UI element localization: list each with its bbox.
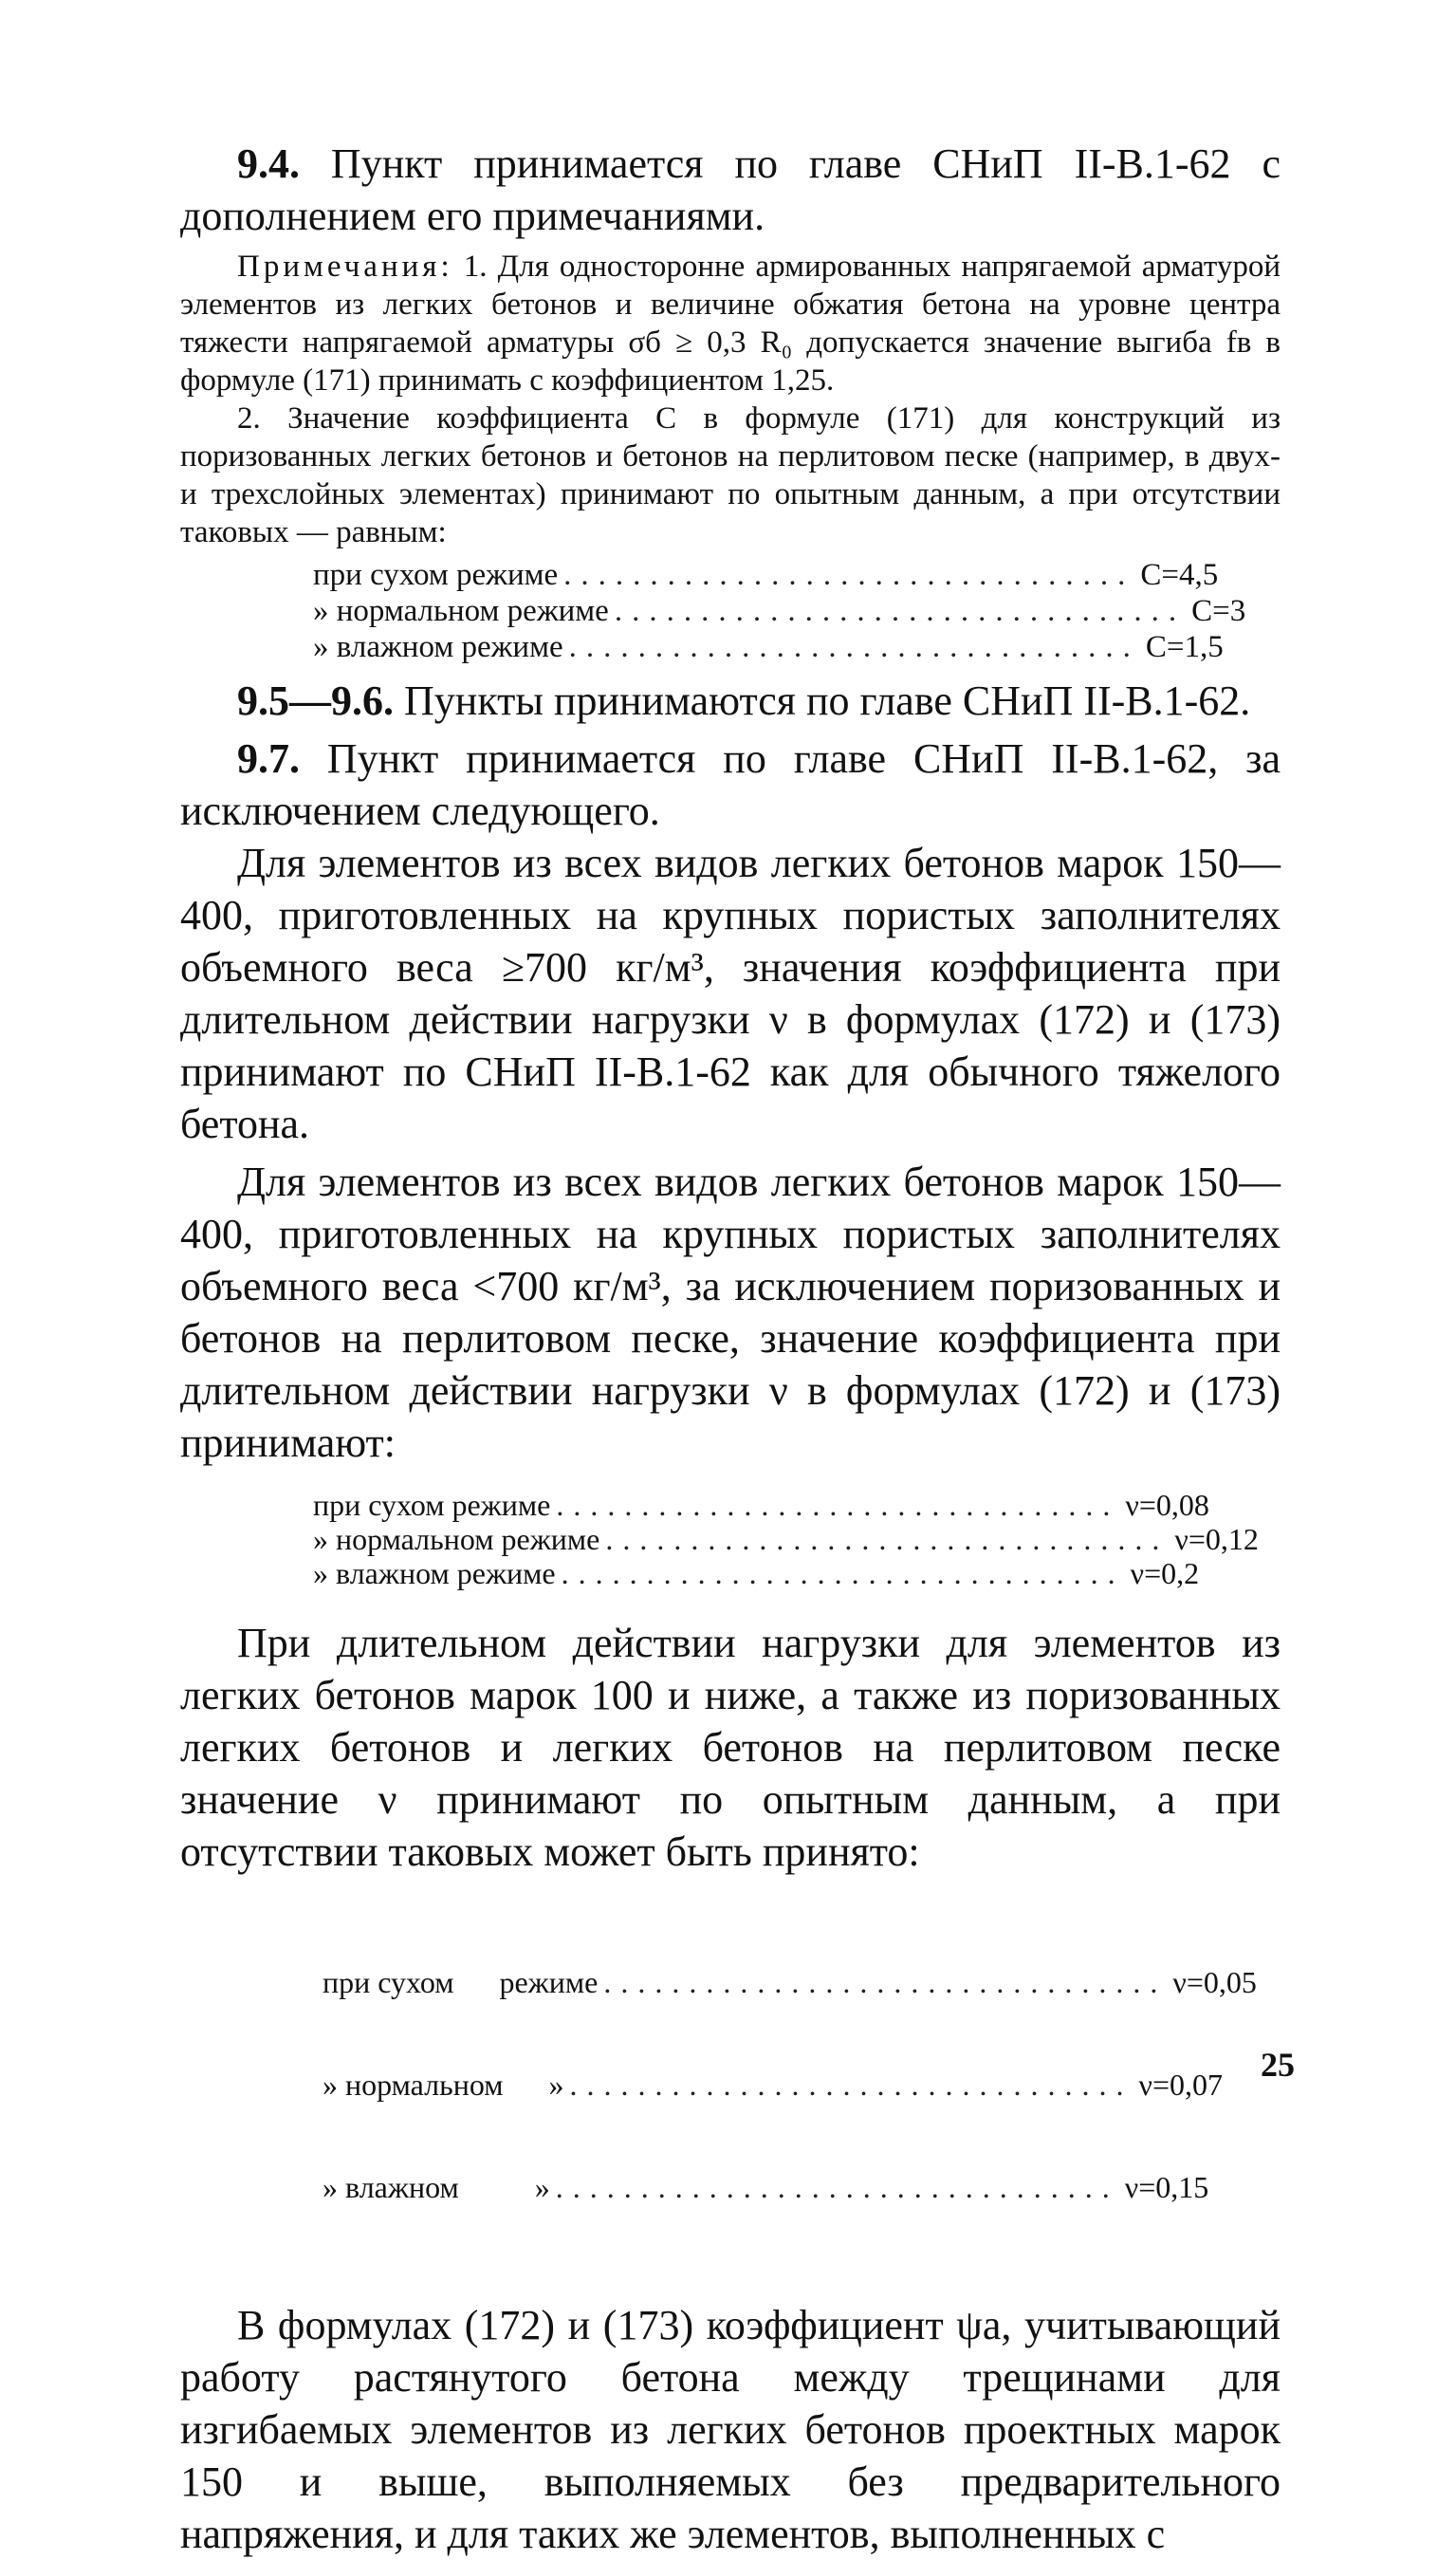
- paragraph-psi-coefficient: В формулах (172) и (173) коэффициент ψа, учитывающий работу растянутого бетона между трещинами для изгибаемых элементов из легких бетонов проектных марок 150 и выше, выполняемых без предварительного напряжения, и для таких же элементов, выполненных с: [180, 2302, 1281, 2557]
- list-item: » влажном режиме ................................. ν=0,2: [313, 1556, 1200, 1590]
- list-item: » влажном » ................................. ν=0,15: [323, 2170, 1209, 2204]
- section-text: Пункт принимается по главе СНиП II-В.1-62, за исключением следующего.: [180, 735, 1281, 834]
- list-item: » влажном режиме ................................. C=1,5: [313, 630, 1224, 664]
- coefficient-v-list-1: [313, 1488, 1259, 1590]
- list-item: » нормальном » ................................. ν=0,07: [323, 2068, 1223, 2102]
- paragraph-low-grade: При длительном действии нагрузки для элементов из легких бетонов марок 100 и ниже, а также из поризованных легких бетонов и легких бетонов на перлитовом песке значение ν принимают по опытным данным, а при отсутствии таковых может быть принято:: [180, 1620, 1281, 1875]
- page-number: 25: [1261, 2046, 1295, 2084]
- list-item: » нормальном режиме ................................. ν=0,12: [313, 1522, 1259, 1556]
- list-item: при сухом режиме ................................. ν=0,08: [313, 1488, 1209, 1522]
- section-number: 9.4.: [237, 140, 300, 187]
- coefficient-c-list: [313, 557, 1246, 665]
- paragraph-light-aggregate: Для элементов из всех видов легких бетонов марок 150—400, приготовленных на крупных пористых заполнителях объемного веса <700 кг/м³, за исключением поризованных и бетонов на перлитовом песке, значение коэффициента при длительном действии нагрузки ν в формулах (172) и (173) принимают:: [180, 1159, 1281, 1466]
- coefficient-v-list-2: [323, 1897, 1257, 2272]
- list-item: при сухом режиме ................................. C=4,5: [313, 558, 1219, 592]
- notes-label: Примечания:: [237, 250, 453, 284]
- section-number: 9.5—9.6.: [237, 677, 394, 724]
- section-9-5-9-6: [180, 675, 1281, 727]
- page-content: [180, 138, 1281, 2560]
- note-2-text: 2. Значение коэффициента C в формуле (171) для конструкций из поризованных легких бетонов и бетонов на перлитовом песке (например, в двух- и трехслойных элементах) принимают по опытным данным, а при отсутствии таковых — равным:: [180, 401, 1281, 549]
- section-9-7: [180, 733, 1281, 837]
- section-text: Пункт принимается по главе СНиП II-В.1-62 с дополнением его примечаниями.: [180, 140, 1281, 239]
- note-2: [180, 399, 1281, 551]
- section-text: Пункты принимаются по главе СНиП II-В.1-62.: [394, 677, 1251, 724]
- list-item: » нормальном режиме ................................. C=3: [313, 594, 1246, 628]
- note-1: [180, 248, 1281, 399]
- paragraph-heavy-aggregate: Для элементов из всех видов легких бетонов марок 150—400, приготовленных на крупных пористых заполнителях объемного веса ≥700 кг/м³, значения коэффициента при длительном действии нагрузки ν в формулах (172) и (173) принимают по СНиП II-В.1-62 как для обычного тяжелого бетона.: [180, 840, 1281, 1147]
- list-item: при сухом режиме ................................. ν=0,05: [323, 1965, 1257, 1999]
- note-1-text: 1. Для односторонне армированных напрягаемой арматурой элементов из легких бетонов и величине обжатия бетона на уровне центра тяжести напрягаемой арматуры σб ≥ 0,3 R₀ допускается значение выгиба fв в формуле (171) принимать с коэффициентом 1,25.: [180, 250, 1281, 398]
- section-9-4: [180, 138, 1281, 242]
- section-number: 9.7.: [237, 735, 300, 782]
